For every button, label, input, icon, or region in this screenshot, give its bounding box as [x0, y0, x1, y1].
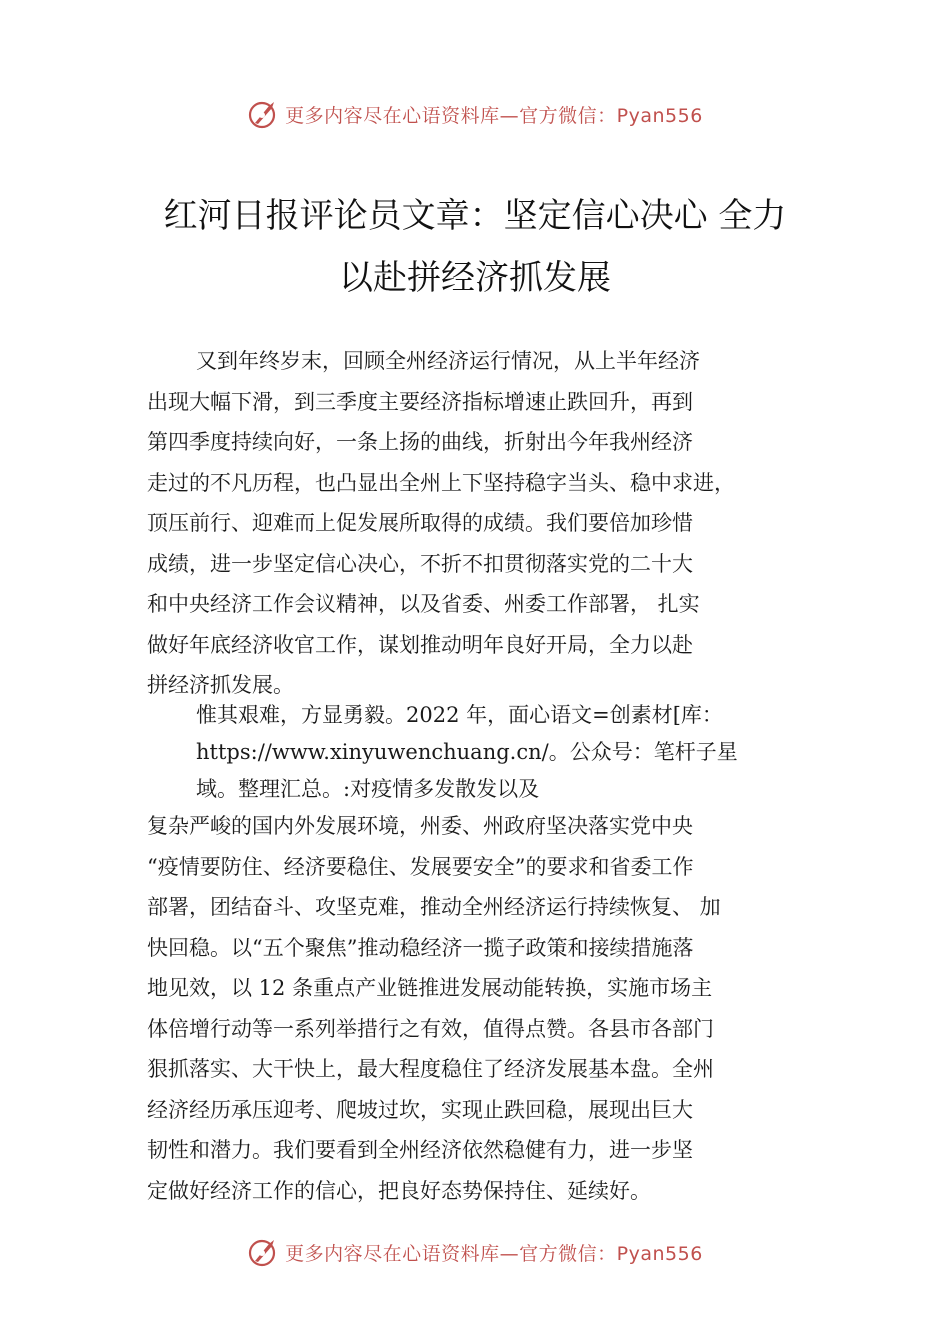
paragraph-1 [147, 341, 847, 706]
text-line: 第四季度持续向好，一条上扬的曲线，折射出今年我州经济 [147, 430, 693, 454]
text-line: 定做好经济工作的信心，把良好态势保持住、延续好。 [147, 1178, 651, 1203]
footer-banner [0, 1232, 950, 1272]
text-line: 韧性和潜力。我们要看到全州经济依然稳健有力，进一步坚 [147, 1138, 693, 1162]
text-line: “疫情要防住、经济要稳住、发展要安全”的要求和省委工作 [147, 854, 694, 879]
text-line: https://www.xinyuwenchuang.cn/。公众号：笔杆子星 [196, 740, 738, 764]
banner-text: 更多内容尽在心语资料库—官方微信：Pyan556 [285, 1242, 703, 1265]
header-banner [0, 94, 950, 134]
text-line: 和中央经济工作会议精神，以及省委、州委工作部署， 扎实 [147, 592, 700, 616]
text-line: 狠抓落实、大干快上，最大程度稳住了经济发展基本盘。全州 [147, 1057, 714, 1081]
text-line: 体倍增行动等一系列举措行之有效，值得点赞。各县市各部门 [147, 1016, 714, 1041]
paragraph-3 [147, 806, 847, 1211]
pen-logo-icon [247, 1235, 281, 1269]
page-title [140, 185, 810, 309]
text-line: 走过的不凡历程，也凸显出全州上下坚持稳字当头、稳中求进， [147, 470, 735, 495]
text-line: 成绩，进一步坚定信心决心，不折不扣贯彻落实党的二十大 [147, 551, 693, 576]
text-line: 出现大幅下滑，到三季度主要经济指标增速止跌回升，再到 [147, 389, 693, 414]
text-line: 惟其艰难，方显勇毅。2022 年，面心语文=创素材[库： [196, 703, 723, 727]
text-line: 域。整理汇总。:对疫情多发散发以及 [196, 777, 540, 801]
text-line: 部署，团结奋斗、攻坚克难，推动全州经济运行持续恢复、 加 [147, 895, 721, 919]
text-line: 经济经历承压迎考、爬坡过坎，实现止跌回稳，展现出巨大 [147, 1097, 693, 1122]
text-line: 做好年底经济收官工作，谋划推动明年良好开局，全力以赴 [147, 632, 693, 657]
pen-logo-icon [247, 97, 281, 131]
text-line: 复杂严峻的国内外发展环境，州委、州政府坚决落实党中央 [147, 814, 693, 838]
title-line: 以赴拼经济抓发展 [339, 258, 611, 298]
text-line: 拼经济抓发展。 [147, 673, 294, 697]
text-line: 顶压前行、迎难而上促发展所取得的成绩。我们要倍加珍惜 [147, 511, 693, 535]
paragraph-2 [196, 697, 896, 808]
text-line: 快回稳。以“五个聚焦”推动稳经济一揽子政策和接续措施落 [147, 935, 694, 960]
text-line: 地见效，以 12 条重点产业链推进发展动能转换，实施市场主 [147, 976, 713, 1000]
banner-text: 更多内容尽在心语资料库—官方微信：Pyan556 [285, 104, 703, 127]
text-line: 又到年终岁末，回顾全州经济运行情况，从上半年经济 [196, 349, 700, 373]
title-line: 红河日报评论员文章：坚定信心决心 全力 [163, 196, 787, 236]
